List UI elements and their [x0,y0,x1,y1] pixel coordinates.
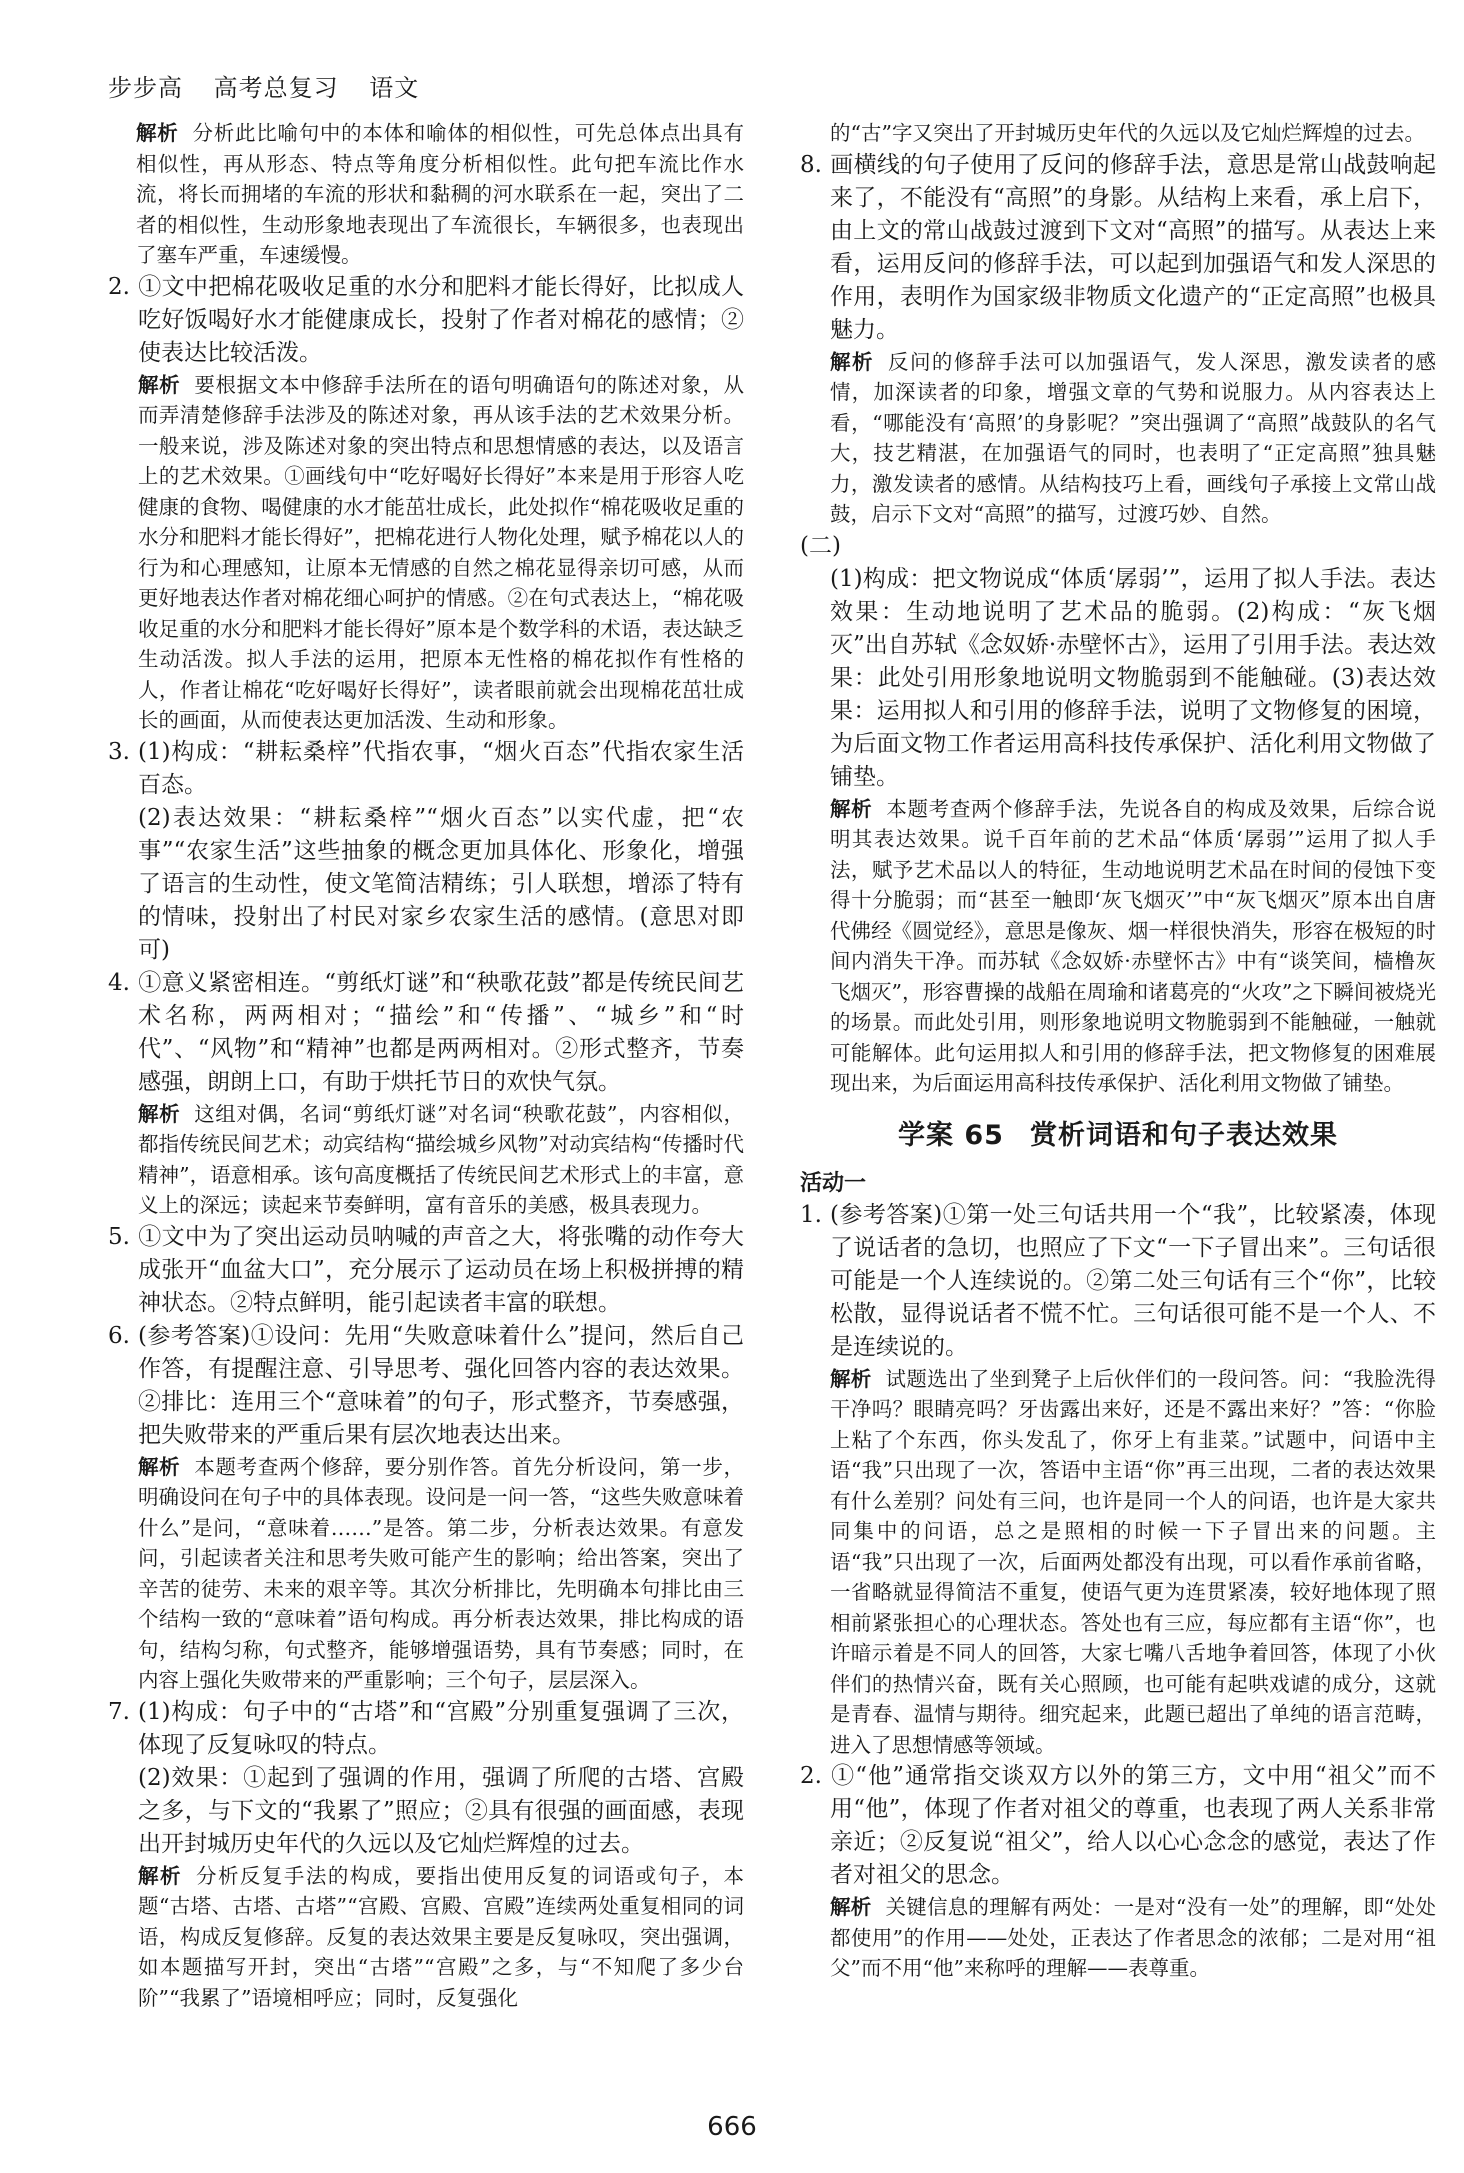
explanation-4-text: 这组对偶，名词“剪纸灯谜”对名词“秧歌花鼓”，内容相似，都指传统民间艺术；动宾结构“描绘城乡风物”对动宾结构“传播时代精神”，语意相承。该句高度概括了传统民间艺术形式上的丰富，意义上的深远；读起来节奏鲜明，富有音乐的美感，极具表现力。 [138,1101,745,1217]
analysis-tag: 解析 [136,121,179,145]
intro-explanation [108,118,744,271]
part-2-label: (二) [800,532,841,559]
answer-7-part1: (1)构成：句子中的“古塔”和“宫殿”分别重复强调了三次，体现了反复咏叹的特点。 [138,1698,744,1758]
explanation-8-text: 反问的修辞手法可以加强语气，发人深思，激发读者的感情，加深读者的印象，增强文章的气势和说服力。从内容表达上看，“哪能没有‘高照’的身影呢？”突出强调了“高照”战鼓队的名气大，技艺精湛，在加强语气的同时，也表明了“正定高照”独具魅力，激发读者的感情。从结构技巧上看，画线句子承接上文常山战鼓，启示下文对“高照”的描写，过渡巧妙、自然。 [830,349,1437,526]
section-answer-1-number: 1. [800,1201,822,1228]
analysis-tag: 解析 [138,372,181,397]
section-explanation-1-text: 试题选出了坐到凳子上后伙伴们的一段问答。问：“我脸洗得干净吗？眼睛亮吗？牙齿露出来好，还是不露出来好？”答：“你脸上粘了个东西，你头发乱了，你牙上有韭菜。”试题中，问语中主语“我”只出现了一次，答语中主语“你”再三出现，二者的表达效果有什么差别？问处有三问，也许是同一个人的问语，也许是大家共同集中的问语，总之是照相的时候一下子冒出来的问题。主语“我”只出现了一次，后面两处都没有出现，可以看作承前省略，一省略就显得简洁不重复，使语气更为连贯紧凑，较好地体现了照相前紧张担心的心理状态。答处也有三应，每应都有主语“你”，也许暗示着是不同人的回答，大家七嘴八舌地争着回答，体现了小伙伴们的热情兴奋，既有关心照顾，也可能有起哄戏谑的成分，这就是青春、温情与期待。细究起来，此题已超出了单纯的语言范畴，进入了思想情感等领域。 [830,1366,1437,1757]
answer-7-number: 7. [108,1698,130,1725]
answer-4 [108,967,744,1099]
explanation-7-continued [800,118,1436,149]
answer-6-number: 6. [108,1322,130,1349]
section-explanation-2 [800,1892,1436,1984]
answer-2-text: ①文中把棉花吸收足重的水分和肥料才能长得好，比拟成人吃好饭喝好水才能健康成长，投射了作者对棉花的感情；②使表达比较活泼。 [138,273,744,366]
section-answer-1 [800,1199,1436,1364]
section-answer-2 [800,1760,1436,1892]
intro-explanation-text: 分析此比喻句中的本体和喻体的相似性，可先总体点出具有相似性，再从形态、特点等角度分析相似性。此句把车流比作水流，将长而拥堵的车流的形状和黏稠的河水联系在一起，突出了二者的相似性，生动形象地表现出了车流很长，车辆很多，也表现出了塞车严重，车速缓慢。 [136,121,745,267]
section-explanation-1 [800,1364,1436,1761]
section-explanation-2-text: 关键信息的理解有两处：一是对“没有一处”的理解，即“处处都使用”的作用——处处，正表达了作者思念的浓郁；二是对用“祖父”而不用“他”来称呼的理解——表尊重。 [830,1895,1437,1980]
answer-8-text: 画横线的句子使用了反问的修辞手法，意思是常山战鼓响起来了，不能没有“高照”的身影。从结构上来看，承上启下，由上文的常山战鼓过渡到下文对“高照”的描写。从表达上来看，运用反问的修辞手法，可以起到加强语气和发人深思的作用，表明作为国家级非物质文化遗产的“正定高照”也极具魅力。 [830,151,1436,343]
answer-5-number: 5. [108,1223,130,1250]
analysis-tag: 解析 [830,349,874,374]
answer-3-part2: (2)表达效果：“耕耘桑梓”“烟火百态”以实代虚，把“农事”“农家生活”这些抽象的概念更加具体化、形象化，增强了语言的生动性，使文笔简洁精练；引人联想，增添了特有的情味，投射出了村民对家乡农家生活的感情。(意思对即可) [138,804,744,963]
answer-3 [108,736,744,802]
answer-8-number: 8. [800,151,822,178]
answer-3-number: 3. [108,738,130,765]
answer-7-second [108,1762,744,1861]
analysis-tag: 解析 [138,1863,182,1888]
answer-7-part2: (2)效果：①起到了强调的作用，强调了所爬的古塔、宫殿之多，与下文的“我累了”照应；②具有很强的画面感，表现出开封城历史年代的久远以及它灿烂辉煌的过去。 [138,1764,744,1857]
section-answer-2-number: 2. [800,1763,822,1789]
explanation-6-text: 本题考查两个修辞，要分别作答。首先分析设问，第一步，明确设问在句子中的具体表现。设问是一问一答，“这些失败意味着什么”是问，“意味着……”是答。第二步，分析表达效果。有意发问，引起读者关注和思考失败可能产生的影响；给出答案，突出了辛苦的徒劳、未来的艰辛等。其次分析排比，先明确本句排比由三个结构一致的“意味着”语句构成。再分析表达效果，排比构成的语句，结构匀称，句式整齐，能够增强语势，具有节奏感；同时，在内容上强化失败带来的严重影响；三个句子，层层深入。 [138,1454,745,1692]
section-number: 学案 65 [898,1119,1004,1151]
answer-3-part1: (1)构成：“耕耘桑梓”代指农事，“烟火百态”代指农家生活百态。 [138,738,744,798]
answer-2-number: 2. [108,273,130,300]
analysis-tag: 解析 [830,1895,872,1919]
right-column [800,118,1436,1984]
page-header [108,68,441,103]
analysis-tag: 解析 [830,1366,872,1391]
explanation-4 [108,1099,744,1221]
answer-5 [108,1221,744,1320]
answer-5-text: ①文中为了突出运动员呐喊的声音之大，将张嘴的动作夸大成张开“血盆大口”，充分展示了运动员在场上积极拼搏的精神状态。②特点鲜明，能引起读者丰富的联想。 [138,1223,744,1316]
part-2-answer-text: (1)构成：把文物说成“体质‘孱弱’”，运用了拟人手法。表达效果：生动地说明了艺术品的脆弱。(2)构成：“灰飞烟灭”出自苏轼《念奴娇·赤壁怀古》，运用了引用手法。表达效果：此处引用形象地说明文物脆弱到不能触碰。(3)表达效果：运用拟人和引用的修辞手法，说明了文物修复的困境，为后面文物工作者运用高科技传承保护、活化利用文物做了铺垫。 [830,565,1436,790]
section-title [800,1113,1436,1152]
analysis-tag: 解析 [138,1454,181,1479]
explanation-8 [800,347,1436,530]
page-number: 666 [707,2112,757,2142]
explanation-7-continued-text: 的“古”字又突出了开封城历史年代的久远以及它灿烂辉煌的过去。 [830,121,1425,145]
explanation-6 [108,1452,744,1696]
answer-4-text: ①意义紧密相连。“剪纸灯谜”和“秧歌花鼓”都是传统民间艺术名称，两两相对；“描绘”和“传播”、“城乡”和“时代”、“风物”和“精神”也都是两两相对。②形式整齐，节奏感强，朗朗上口，有助于烘托节日的欢快气氛。 [138,969,744,1095]
activity-label: 活动一 [800,1170,867,1196]
part-2-explanation-text: 本题考查两个修辞手法，先说各自的构成及效果，后综合说明其表达效果。说千百年前的艺术品“体质‘孱弱’”运用了拟人手法，赋予艺术品以人的特征，生动地说明艺术品在时间的侵蚀下变得十分脆弱；而“甚至一触即‘灰飞烟灭’”中“灰飞烟灭”原本出自唐代佛经《圆觉经》，意思是像灰、烟一样很快消失，形容在极短的时间内消失干净。而苏轼《念奴娇·赤壁怀古》中有“谈笑间，樯橹灰飞烟灭”，形容曹操的战船在周瑜和诸葛亮的“火攻”之下瞬间被烧光的场景。而此处引用，则形象地说明文物脆弱到不能触碰，一触就可能解体。此句运用拟人和引用的修辞手法，把文物修复的困难展现出来，为后面运用高科技传承保护、活化利用文物做了铺垫。 [830,796,1437,1095]
explanation-7 [108,1861,744,2014]
part-2-explanation [800,794,1436,1099]
analysis-tag: 解析 [138,1101,181,1126]
answer-2 [108,271,744,370]
section-answer-1-text: (参考答案)①第一处三句话共用一个“我”，比较紧凑，体现了说话者的急切，也照应了下文“一下子冒出来”。三句话很可能是一个人连续说的。②第二处三句话有三个“你”，比较松散，显得说话者不慌不忙。三句话很可能不是一个人、不是连续说的。 [830,1201,1436,1360]
answer-6-text: (参考答案)①设问：先用“失败意味着什么”提问，然后自己作答，有提醒注意、引导思考、强化回答内容的表达效果。②排比：连用三个“意味着”的句子，形式整齐，节奏感强，把失败带来的严重后果有层次地表达出来。 [138,1322,744,1448]
explanation-7-text: 分析反复手法的构成，要指出使用反复的词语或句子，本题“古塔、古塔、古塔”“宫殿、宫殿、宫殿”连续两处重复相同的词语，构成反复修辞。反复的表达效果主要是反复咏叹，突出强调，如本题描写开封，突出“古塔”“宫殿”之多，与“不知爬了多少台阶”“我累了”语境相呼应；同时，反复强化 [138,1863,745,2010]
part-2-answer [800,563,1436,794]
subject-name: 语文 [369,74,420,102]
section-title-text: 赏析词语和句子表达效果 [1029,1119,1338,1151]
section-answer-2-text: ①“他”通常指交谈双方以外的第三方，文中用“祖父”而不用“他”，体现了作者对祖父的尊重，也表现了两人关系非常亲近；②反复说“祖父”，给人以心心念念的感觉，表达了作者对祖父的思念。 [830,1763,1436,1888]
explanation-2-text: 要根据文本中修辞手法所在的语句明确语句的陈述对象，从而弄清楚修辞手法涉及的陈述对象，再从该手法的艺术效果分析。一般来说，涉及陈述对象的突出特点和思想情感的表达，以及语言上的艺术效果。①画线句中“吃好喝好长得好”本来是用于形容人吃健康的食物、喝健康的水才能茁壮成长，此处拟作“棉花吸收足重的水分和肥料才能长得好”，把棉花进行人物化处理，赋予棉花以人的行为和心理感知，让原本无情感的自然之棉花显得亲切可感，从而更好地表达作者对棉花细心呵护的情感。②在句式表达上，“棉花吸收足重的水分和肥料才能长得好”原本是个数学科的术语，表达缺乏生动活泼。拟人手法的运用，把原本无性格的棉花拟作有性格的人，作者让棉花“吃好喝好长得好”，读者眼前就会出现棉花茁壮成长的画面，从而使表达更加活泼、生动和形象。 [138,372,745,732]
left-column [108,118,744,2013]
series-name: 步步高 [108,74,183,102]
book-name: 高考总复习 [213,74,339,102]
explanation-2 [108,370,744,736]
analysis-tag: 解析 [830,796,873,821]
answer-6 [108,1320,744,1452]
answer-4-number: 4. [108,969,130,996]
answer-7 [108,1696,744,1762]
answer-8 [800,149,1436,347]
answer-3-second [108,802,744,967]
